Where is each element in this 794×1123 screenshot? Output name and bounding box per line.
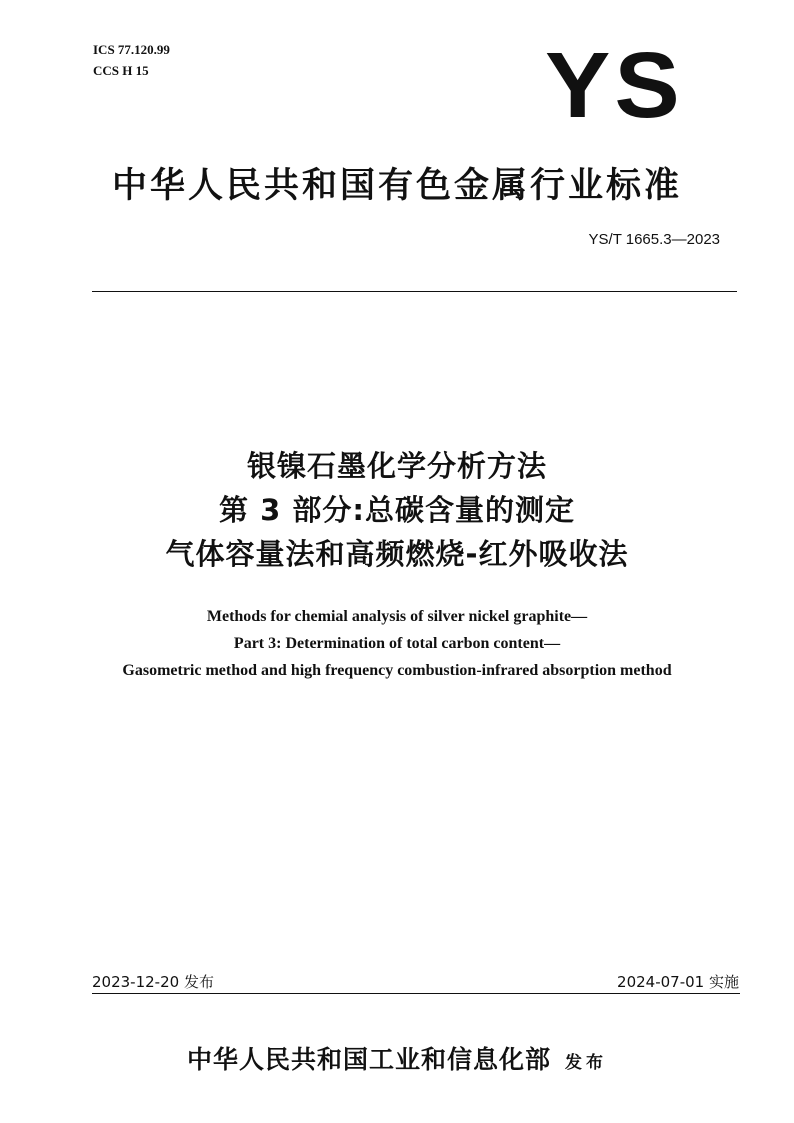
english-title-line-3: Gasometric method and high frequency combustion-infrared absorption method xyxy=(122,662,672,679)
chinese-title-line-1: 银镍石墨化学分析方法 xyxy=(246,449,547,483)
english-title xyxy=(0,603,794,684)
issuer xyxy=(0,1040,794,1076)
standard-number: YS/T 1665.3—2023 xyxy=(588,231,720,248)
english-title-line-1: Methods for chemial analysis of silver nickel graphite— xyxy=(206,608,588,625)
english-title-line-2: Part 3: Determination of total carbon content— xyxy=(233,635,561,652)
ys-logo: YS xyxy=(545,32,684,137)
implementation-date: 2024-07-01 实施 xyxy=(617,973,739,991)
issue-action: 发布 xyxy=(565,1053,607,1073)
ccs-code: CCS H 15 xyxy=(93,63,149,78)
chinese-title xyxy=(0,444,794,576)
standard-category-title: 中华人民共和国有色金属行业标准 xyxy=(111,166,682,206)
top-divider xyxy=(92,291,737,292)
bottom-divider xyxy=(92,993,740,994)
publication-date: 2023-12-20 发布 xyxy=(92,973,214,991)
chinese-title-line-2: 第 3 部分:总碳含量的测定 xyxy=(219,493,575,527)
chinese-title-line-3: 气体容量法和高频燃烧-红外吸收法 xyxy=(165,537,629,571)
issuing-organization: 中华人民共和国工业和信息化部 xyxy=(186,1045,551,1074)
classification-codes xyxy=(93,42,170,84)
ics-code: ICS 77.120.99 xyxy=(93,42,170,57)
